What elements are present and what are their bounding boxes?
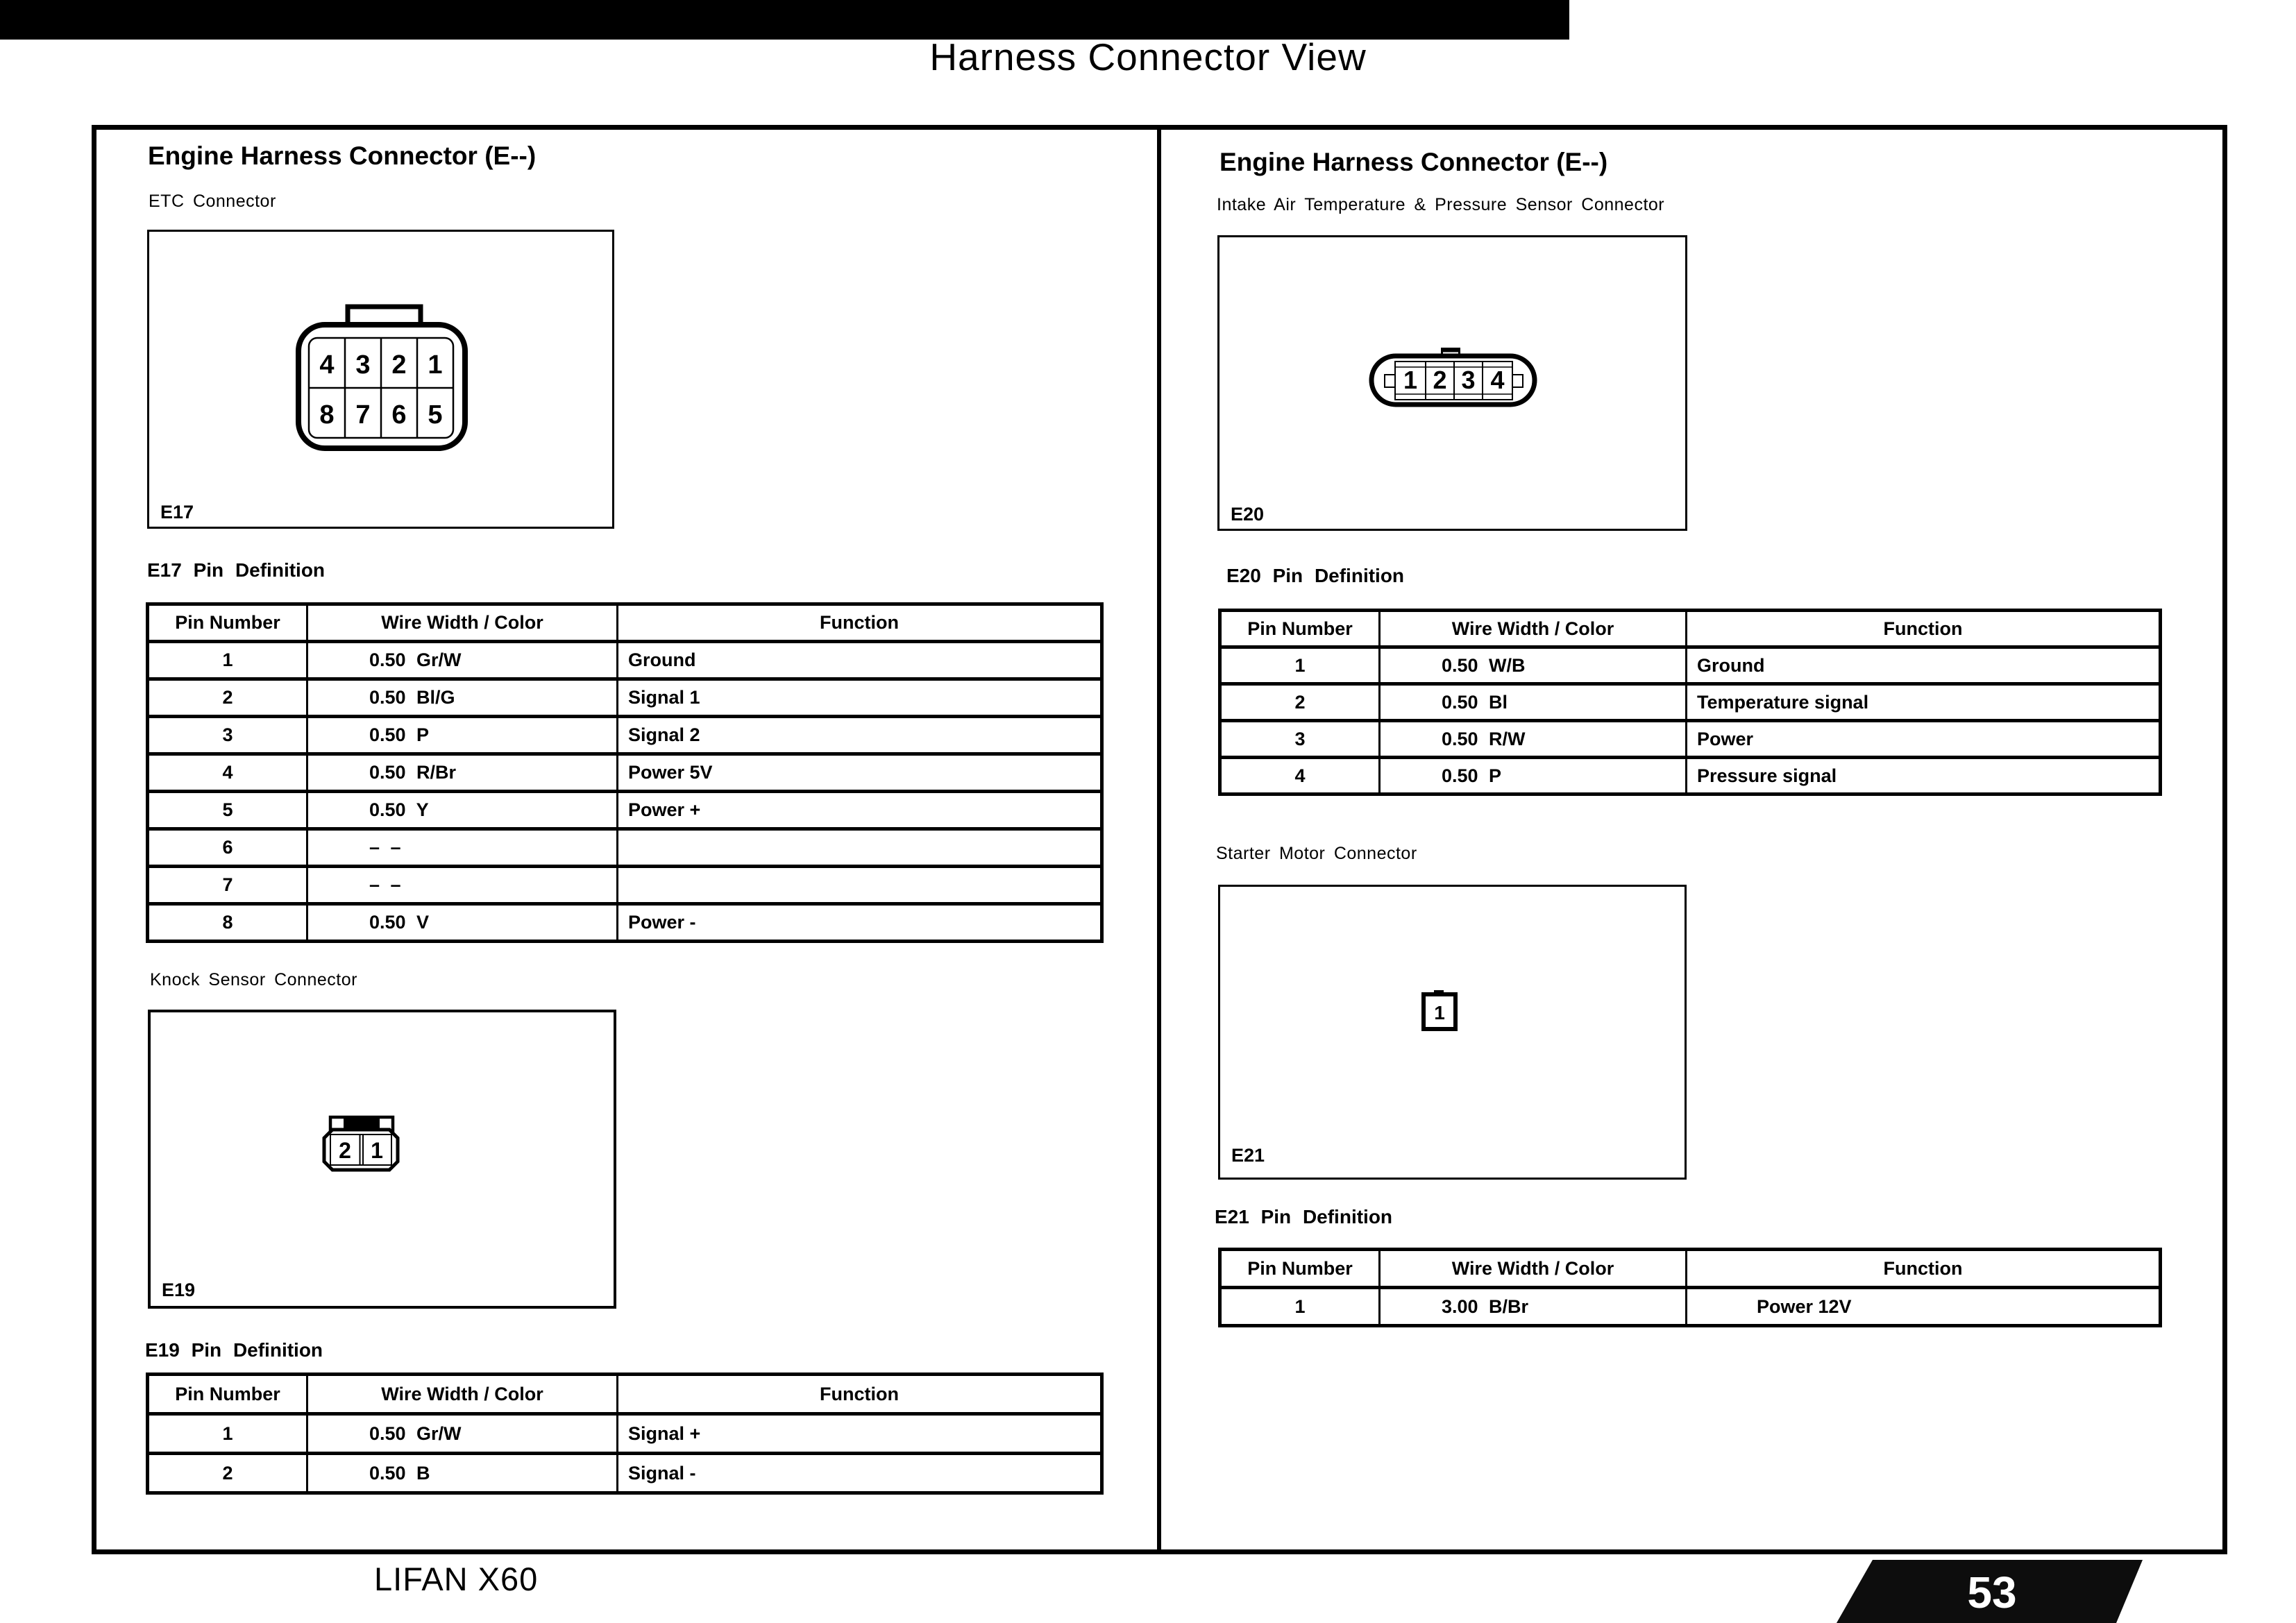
column-header: Pin Number: [1220, 1250, 1380, 1288]
e17-id-label: E17: [160, 502, 194, 522]
table-row: [148, 867, 1102, 904]
knock-sensor-label: Knock Sensor Connector: [150, 970, 357, 989]
e19-diagram-box: [148, 1010, 616, 1309]
wire-color-cell: 0.50 Gr/W: [307, 1414, 618, 1454]
wire-color-cell: 0.50 P: [307, 717, 618, 754]
column-header: Pin Number: [148, 604, 307, 642]
wire-color-cell: 3.00 B/Br: [1380, 1288, 1687, 1326]
e19-id-label: E19: [162, 1280, 196, 1300]
page-title: Harness Connector View: [929, 35, 1367, 78]
pin-label: 2: [1433, 366, 1447, 394]
table-row: [1220, 1288, 2161, 1326]
pin-label: 7: [355, 400, 371, 430]
column-header: Function: [1687, 611, 2161, 647]
e17-connector-diagram: [287, 300, 474, 459]
wire-color-cell: – –: [307, 829, 618, 867]
e17-table-title: E17 Pin Definition: [147, 559, 326, 581]
side-notch: [1385, 375, 1395, 387]
table-row: [1220, 684, 2161, 721]
pin-number-cell: 2: [1220, 684, 1380, 721]
header-row: [148, 1375, 1102, 1414]
pin-label: 3: [1461, 366, 1476, 394]
page-number-tab: [1832, 1558, 2148, 1623]
pin-number-cell: 4: [148, 754, 307, 792]
table-row: [148, 904, 1102, 942]
function-cell: [618, 867, 1102, 904]
e17-diagram-box: [147, 230, 614, 529]
table-row: [148, 642, 1102, 679]
wire-color-cell: 0.50 Y: [307, 792, 618, 829]
function-cell: [618, 829, 1102, 867]
e20-table-title: E20 Pin Definition: [1226, 565, 1405, 586]
column-header: Wire Width / Color: [1380, 611, 1687, 647]
e21-diagram-box: [1218, 885, 1687, 1180]
e20-connector-diagram: [1366, 342, 1539, 411]
function-cell: Temperature signal: [1687, 684, 2161, 721]
table-row: [148, 679, 1102, 717]
wire-color-cell: 0.50 Bl: [1380, 684, 1687, 721]
pin-number-cell: 7: [148, 867, 307, 904]
e19-connector-diagram: [321, 1113, 404, 1175]
e19-pin-table: [146, 1373, 1104, 1495]
pin-number-cell: 2: [148, 679, 307, 717]
starter-motor-label: Starter Motor Connector: [1216, 844, 1417, 863]
column-divider: [1157, 125, 1161, 1549]
footer-brand: LIFAN X60: [374, 1561, 539, 1597]
table-row: [148, 829, 1102, 867]
page-number: 53: [1967, 1567, 2017, 1617]
left-column-heading: Engine Harness Connector (E--): [148, 142, 537, 170]
column-header: Wire Width / Color: [1380, 1250, 1687, 1288]
pin-number-cell: 1: [148, 1414, 307, 1454]
pin-label: 4: [1490, 366, 1505, 394]
table-row: [148, 754, 1102, 792]
column-header: Pin Number: [1220, 611, 1380, 647]
e20-pin-table: [1218, 609, 2162, 796]
wire-color-cell: 0.50 R/W: [1380, 721, 1687, 758]
column-header: Wire Width / Color: [307, 604, 618, 642]
table-row: [148, 1414, 1102, 1454]
pin-label: 4: [319, 350, 335, 380]
etc-connector-label: ETC Connector: [149, 192, 276, 211]
table-row: [1220, 758, 2161, 794]
column-header: Function: [618, 1375, 1102, 1414]
intake-sensor-label: Intake Air Temperature & Pressure Sensor Connector: [1217, 195, 1665, 214]
wire-color-cell: 0.50 V: [307, 904, 618, 942]
wire-color-cell: 0.50 R/Br: [307, 754, 618, 792]
pin-number-cell: 1: [1220, 1288, 1380, 1326]
function-cell: Power 12V: [1687, 1288, 2161, 1326]
function-cell: Power +: [618, 792, 1102, 829]
e21-table-title: E21 Pin Definition: [1215, 1206, 1393, 1227]
pin-label: 2: [339, 1138, 351, 1163]
pin-label: 6: [391, 400, 407, 430]
e21-connector-diagram: [1419, 986, 1461, 1036]
column-header: Pin Number: [148, 1375, 307, 1414]
function-cell: Signal -: [618, 1454, 1102, 1493]
table-row: [148, 1454, 1102, 1493]
table-row: [148, 792, 1102, 829]
wire-color-cell: 0.50 Gr/W: [307, 642, 618, 679]
table-row: [148, 717, 1102, 754]
side-notch: [1512, 375, 1523, 387]
wire-color-cell: 0.50 Bl/G: [307, 679, 618, 717]
wire-color-cell: 0.50 B: [307, 1454, 618, 1493]
header-row: [1220, 611, 2161, 647]
pin-label: 1: [1434, 1002, 1445, 1023]
pin-label: 5: [428, 400, 443, 430]
pin-number-cell: 5: [148, 792, 307, 829]
function-cell: Ground: [1687, 647, 2161, 684]
e20-id-label: E20: [1231, 504, 1265, 525]
pin-label: 2: [391, 350, 407, 380]
pin-number-cell: 3: [1220, 721, 1380, 758]
function-cell: Pressure signal: [1687, 758, 2161, 794]
header-row: [148, 604, 1102, 642]
right-column-heading: Engine Harness Connector (E--): [1219, 148, 1608, 176]
column-header: Function: [1687, 1250, 2161, 1288]
e20-diagram-box: [1217, 235, 1687, 531]
header-row: [1220, 1250, 2161, 1288]
function-cell: Power -: [618, 904, 1102, 942]
pin-number-cell: 2: [148, 1454, 307, 1493]
pin-label: 1: [1403, 366, 1418, 394]
pin-number-cell: 6: [148, 829, 307, 867]
pin-number-cell: 1: [148, 642, 307, 679]
column-header: Function: [618, 604, 1102, 642]
function-cell: Signal +: [618, 1414, 1102, 1454]
function-cell: Ground: [618, 642, 1102, 679]
function-cell: Signal 2: [618, 717, 1102, 754]
e19-table-title: E19 Pin Definition: [145, 1339, 323, 1361]
table-row: [1220, 721, 2161, 758]
pin-label: 1: [371, 1138, 383, 1163]
wire-color-cell: 0.50 W/B: [1380, 647, 1687, 684]
column-header: Wire Width / Color: [307, 1375, 618, 1414]
e21-pin-table: [1218, 1248, 2162, 1327]
table-row: [1220, 647, 2161, 684]
wire-color-cell: – –: [307, 867, 618, 904]
header-bar: [0, 0, 1569, 40]
function-cell: Signal 1: [618, 679, 1102, 717]
pin-label: 3: [355, 350, 371, 380]
function-cell: Power: [1687, 721, 2161, 758]
function-cell: Power 5V: [618, 754, 1102, 792]
pin-label: 8: [319, 400, 335, 430]
pin-number-cell: 4: [1220, 758, 1380, 794]
wire-color-cell: 0.50 P: [1380, 758, 1687, 794]
pin-number-cell: 1: [1220, 647, 1380, 684]
e17-pin-table: [146, 602, 1104, 943]
e21-id-label: E21: [1231, 1145, 1265, 1166]
pin-number-cell: 3: [148, 717, 307, 754]
pin-label: 1: [428, 350, 443, 380]
pin-number-cell: 8: [148, 904, 307, 942]
